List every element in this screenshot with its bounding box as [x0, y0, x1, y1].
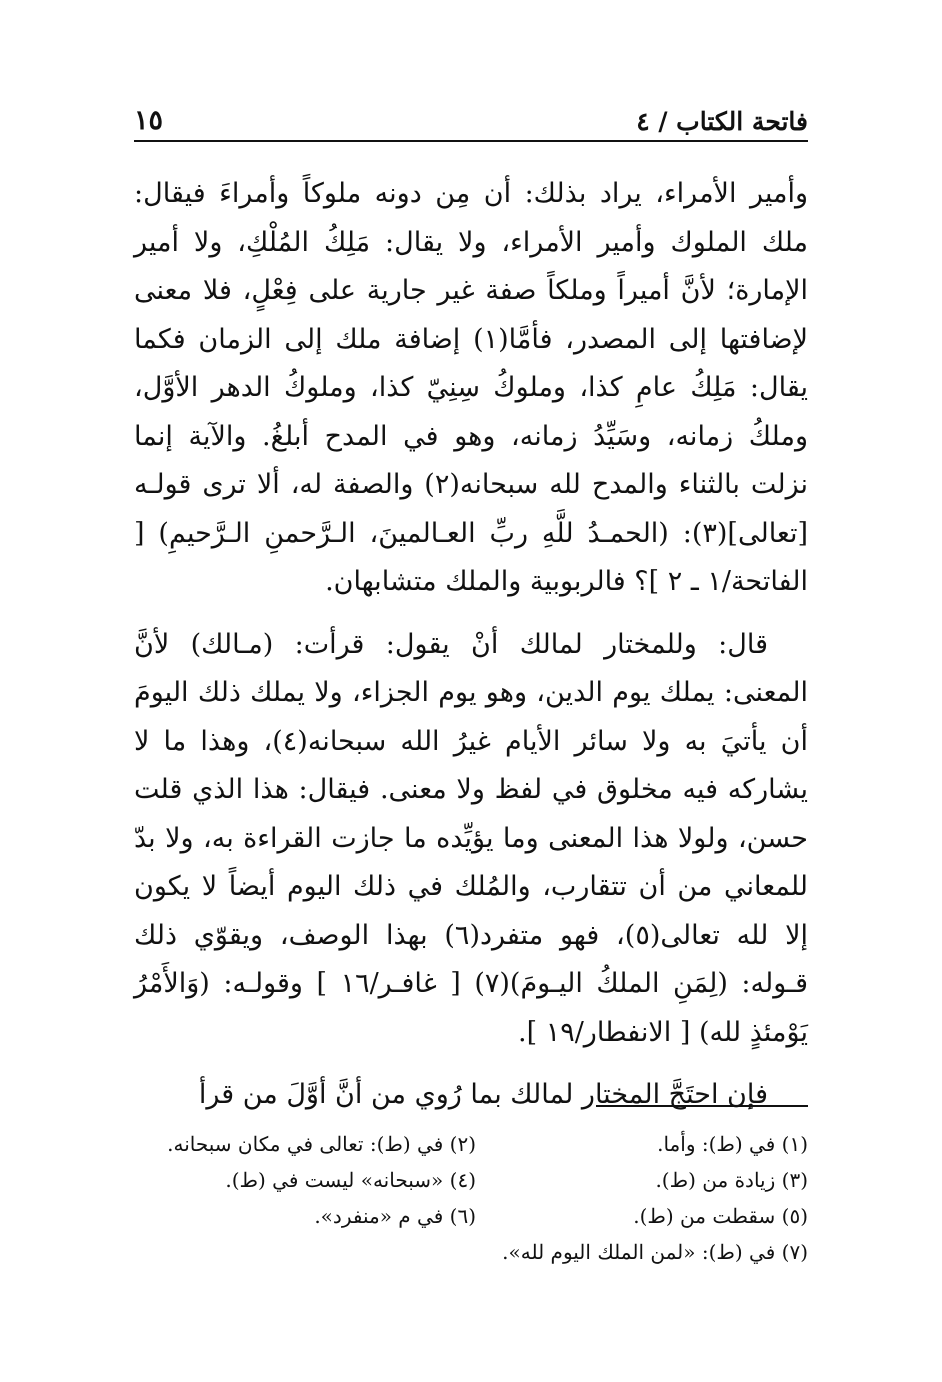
- footnote-row: [134, 1198, 808, 1234]
- paragraph-3: [134, 1071, 808, 1120]
- paragraph-2-text: قال: وللمختار لمالك أنْ يقول: قرأت: (مـالك) لأنَّ المعنى: يملك يوم الدين، وهو يوم الجزاء، ولا يملك ذلك اليومَ أن يأتيَ به ولا سائر الأيام غيرُ الله سبحانه(٤)، وهذا ما لا يشاركه فيه مخلوق في لفظ ولا معنى. فيقال: هذا الذي قلت حسن، ولولا هذا المعنى وما يؤيِّده ما جازت القراءة به، ولا بدّ للمعاني من أن تتقارب، والمُلك في ذلك اليوم أيضاً لا يكون إلا لله تعالى(٥)، فهو متفرد(٦) بهذا الوصف، ويقوّي ذلك قـوله: (لِمَنِ الملكُ اليـومَ)(٧) [ غافـر/١٦ ] وقولـه: (وَالأَمْرُ يَوْمئذٍ لله) [ الانفطار/١٩ ].: [134, 628, 808, 1048]
- footnote-row: [134, 1126, 808, 1162]
- footnotes: [134, 1126, 808, 1270]
- footnote-1: (١) في (ط): وأما.: [657, 1132, 808, 1156]
- page-header: [134, 98, 808, 142]
- footnote-6: (٦) في م «منفرد».: [314, 1204, 476, 1228]
- paragraph-3-text: فإن احتَجَّ المختار لمالك بما رُوي من أنَّ أوَّلَ من قرأ: [198, 1079, 768, 1110]
- footnote-row: [134, 1234, 808, 1270]
- paragraph-1: وأمير الأمراء، يراد بذلك: أن مِن دونه ملوكاً وأمراءَ فيقال: ملك الملوك وأمير الأمراء، ولا يقال: مَلِكُ المُلْكِ، ولا أمير الإمارة؛ لأنَّ أميراً وملكاً صفة غير جارية على فِعْلٍ، فلا معنى لإضافتها إلى المصدر، فأمَّا(١) إضافة ملك إلى الزمان فكما يقال: مَلِكُ عامِ كذا، وملوكُ سِنِيّ كذا، وملوكُ الدهر الأوَّل، وملكُ زمانه، وسَيِّدُ زمانه، وهو في المدح أبلغُ. والآية إنما نزلت بالثناء والمدح لله سبحانه(٢) والصفة له، ألا ترى قولـه [تعالى](٣): (الحمـدُ للَّهِ ربِّ العـالمينَ، الـرَّحمنِ الـرَّحيمِ) [ الفاتحة/١ ـ ٢ ]؟ فالربوبية والملك متشابهان.: [134, 178, 808, 597]
- main-text: [134, 170, 808, 1120]
- running-title: فاتحة الكتاب / ٤: [636, 107, 808, 136]
- footnote-4: (٤) «سبحانه» ليست في (ط).: [225, 1168, 476, 1192]
- footnote-row: [134, 1162, 808, 1198]
- page-number: ١٥: [134, 105, 164, 136]
- footnote-3: (٣) زيادة من (ط).: [655, 1168, 808, 1192]
- paragraph-2: [134, 621, 808, 1058]
- footnote-7: (٧) في (ط): «لمن الملك اليوم لله».: [502, 1240, 808, 1264]
- footnote-2: (٢) في (ط): تعالى في مكان سبحانه.: [167, 1132, 476, 1156]
- footnote-separator: [596, 1105, 808, 1107]
- footnote-5: (٥) سقطت من (ط).: [633, 1204, 808, 1228]
